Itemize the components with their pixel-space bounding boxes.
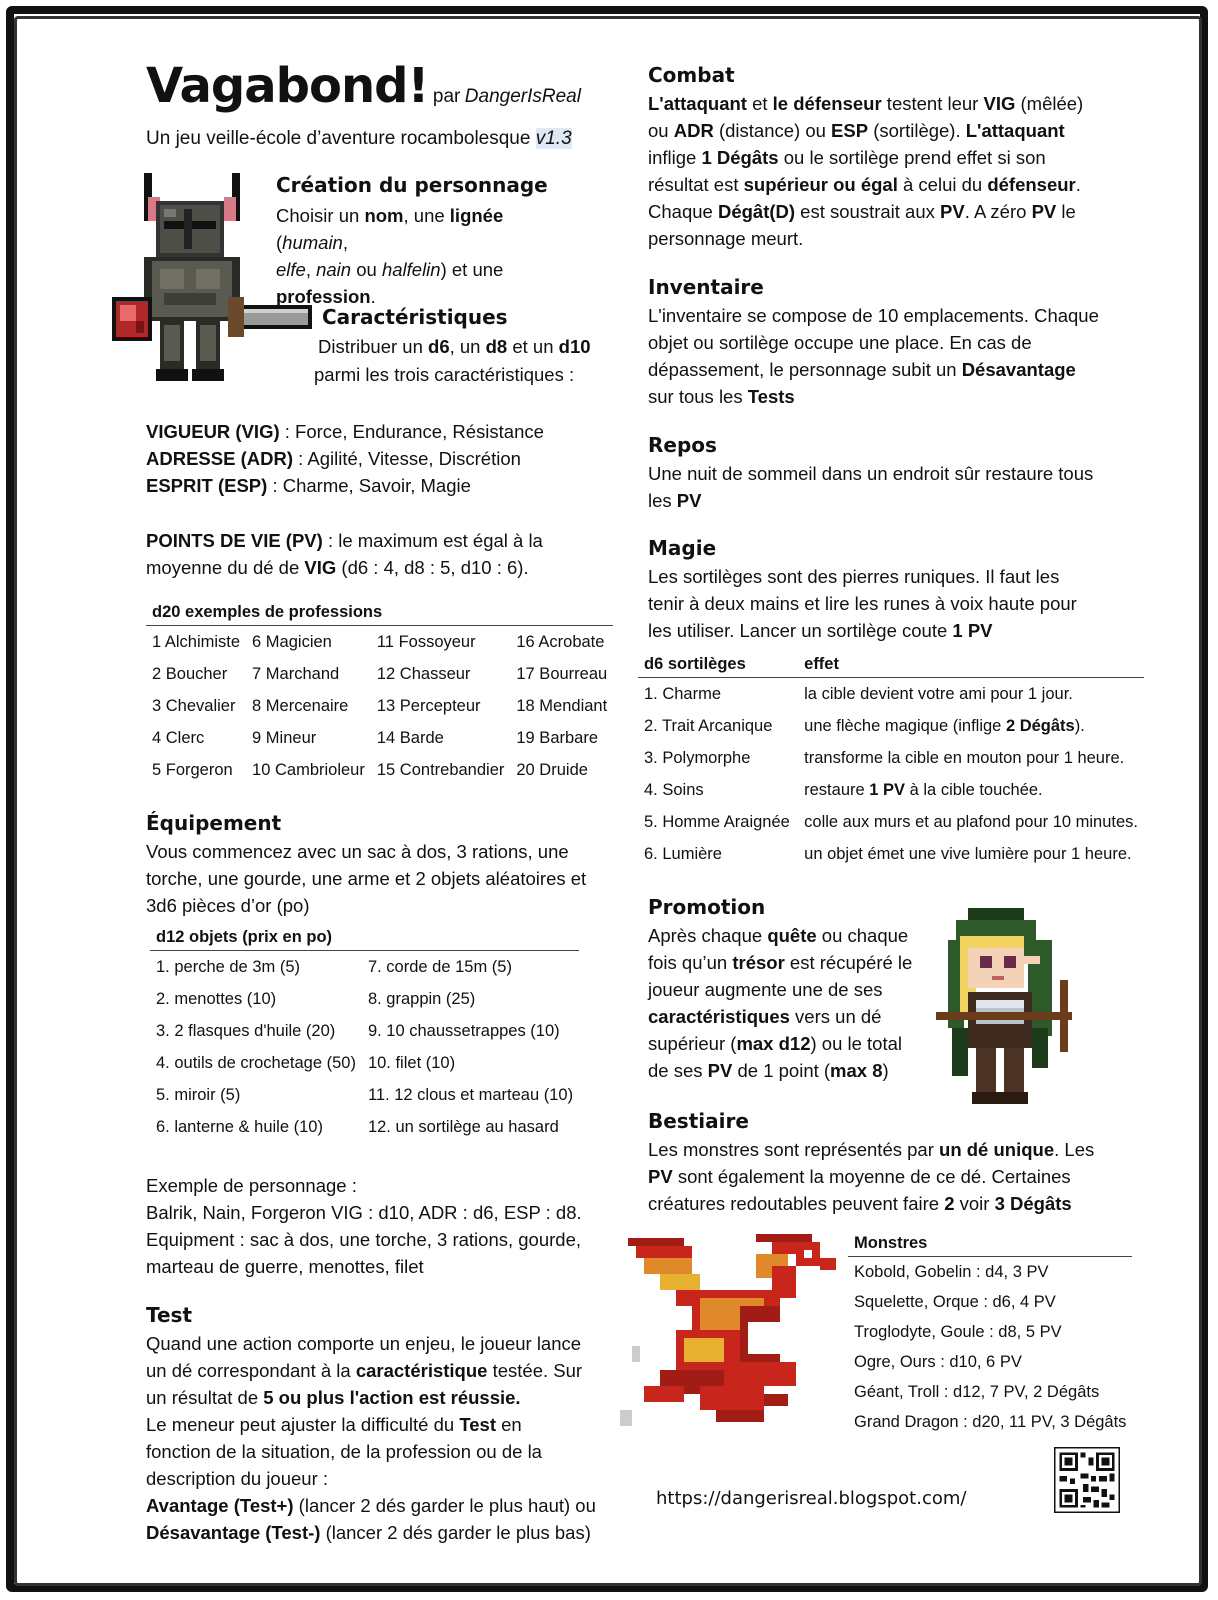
combat-l1c: le défenseur xyxy=(772,93,882,114)
spell-effect-a: restaure xyxy=(804,780,870,799)
repos-heading: Repos xyxy=(648,433,717,457)
spell-name: 2. Trait Arcanique xyxy=(644,716,773,735)
promotion-l1 xyxy=(648,922,912,949)
promotion-l5b: max d12 xyxy=(736,1033,811,1054)
stat-adr xyxy=(146,445,544,472)
combat-l3 xyxy=(648,144,1083,171)
equipement-heading: Équipement xyxy=(146,811,282,835)
spell-name: 1. Charme xyxy=(644,684,722,703)
repos-l1: Une nuit de sommeil dans un endroit sûr restaure tous xyxy=(648,463,1094,484)
equipement-text xyxy=(146,838,586,919)
pv-t3: (d6 : 4, d8 : 5, d10 : 6). xyxy=(336,557,529,578)
creation-t4: , xyxy=(342,232,348,253)
test-l4 xyxy=(146,1411,596,1438)
combat-l2e: (sortilège). xyxy=(868,120,966,141)
creation-b2: lignée xyxy=(449,205,504,226)
table-row xyxy=(638,710,1144,742)
table-cell: 9. 10 chaussetrappes (10) xyxy=(367,1021,560,1040)
inventaire-text xyxy=(648,302,1099,410)
spell-name: 6. Lumière xyxy=(644,844,722,863)
pv-b1: POINTS DE VIE (PV) xyxy=(146,530,323,551)
repos-l2a: les xyxy=(648,490,677,511)
magie-text xyxy=(648,563,1077,644)
table-cell: 7 Marchand xyxy=(252,664,340,683)
magie-l3b: 1 PV xyxy=(952,620,993,641)
test-l3b: 5 ou plus l'action est réussie. xyxy=(263,1387,521,1408)
table-row xyxy=(150,1079,579,1111)
pv-text xyxy=(146,527,543,581)
combat-l2d: ESP xyxy=(831,120,869,141)
inventaire-l4b: Tests xyxy=(747,386,795,407)
table-row xyxy=(146,754,613,786)
table-cell: 1. perche de 3m (5) xyxy=(156,957,300,976)
creation-t6: ou xyxy=(351,259,382,280)
table-cell: Kobold, Gobelin : d4, 3 PV xyxy=(854,1262,1049,1281)
qr-code-icon xyxy=(1054,1447,1120,1513)
table-row xyxy=(150,1111,579,1143)
caract-t2: , un xyxy=(449,336,486,357)
combat-l3b: 1 Dégâts xyxy=(701,147,779,168)
pv-line-1 xyxy=(146,527,543,554)
combat-l1e: VIG xyxy=(983,93,1016,114)
test-l2a: un dé correspondant à la xyxy=(146,1360,356,1381)
test-l5: fonction de la situation, de la profession ou de la xyxy=(146,1441,542,1462)
table-cell: 5 Forgeron xyxy=(152,760,233,779)
creation-b3: profession xyxy=(276,286,371,307)
promotion-l1a: Après chaque xyxy=(648,925,768,946)
table-cell: 20 Druide xyxy=(516,760,588,779)
table-cell: 15 Contrebandier xyxy=(376,760,505,779)
inventaire-l3b: Désavantage xyxy=(961,359,1076,380)
combat-heading: Combat xyxy=(648,63,735,87)
spell-effect-c: à la cible touchée. xyxy=(905,780,1043,799)
stat-adr-name: ADRESSE (ADR) xyxy=(146,448,293,469)
spell-effect-a: un objet émet une vive lumière pour 1 heure. xyxy=(804,844,1132,863)
table-cell: 2. menottes (10) xyxy=(156,989,277,1008)
promotion-l3: joueur augmente une de ses xyxy=(648,979,883,1000)
creation-b1: nom xyxy=(364,205,404,226)
objets-header: d12 objets (prix en po) xyxy=(150,924,579,951)
combat-l3a: inflige xyxy=(648,147,702,168)
test-l6: description du joueur : xyxy=(146,1468,329,1489)
objets-table xyxy=(150,924,579,1143)
promotion-l1c: ou chaque xyxy=(816,925,909,946)
promotion-l1b: quête xyxy=(767,925,817,946)
table-row xyxy=(146,626,613,659)
combat-l4c: à celui du xyxy=(897,174,988,195)
caract-t1: Distribuer un xyxy=(318,336,429,357)
equipement-line: Vous commencez avec un sac à dos, 3 rations, une xyxy=(146,841,569,862)
table-cell: 17 Bourreau xyxy=(516,664,608,683)
test-l3a: un résultat de xyxy=(146,1387,264,1408)
caract-t3: et un xyxy=(507,336,559,357)
test-l4b: Test xyxy=(459,1414,496,1435)
repos-l2b: PV xyxy=(676,490,702,511)
table-cell: 6. lanterne & huile (10) xyxy=(156,1117,323,1136)
combat-l5 xyxy=(648,198,1083,225)
repos-l2 xyxy=(648,487,1093,514)
stat-adr-desc: : Agilité, Vitesse, Discrétion xyxy=(292,448,521,469)
table-row xyxy=(150,983,579,1015)
table-cell: 7. corde de 15m (5) xyxy=(367,957,512,976)
bestiaire-l2 xyxy=(648,1163,1094,1190)
table-row xyxy=(146,722,613,754)
subtitle-text: Un jeu veille-école d’aventure rocambolesque xyxy=(146,128,531,149)
table-row xyxy=(638,838,1144,870)
bestiaire-l1b: un dé unique xyxy=(939,1139,1055,1160)
table-row xyxy=(146,690,613,722)
combat-l1b: et xyxy=(746,93,773,114)
spell-effect-b: 2 Dégâts xyxy=(1005,716,1075,735)
table-cell: 3. 2 flasques d'huile (20) xyxy=(156,1021,336,1040)
caract-b2: d8 xyxy=(485,336,508,357)
table-cell: 2 Boucher xyxy=(152,664,228,683)
promotion-l2c: est récupéré le xyxy=(784,952,913,973)
test-l7b: (lancer 2 dés garder le plus haut) ou xyxy=(293,1495,596,1516)
inventaire-l3 xyxy=(648,356,1099,383)
combat-l5e: . A zéro xyxy=(964,201,1032,222)
table-cell: 12. un sortilège au hasard xyxy=(367,1117,559,1136)
promotion-l6a: de ses xyxy=(648,1060,708,1081)
combat-l4b: supérieur ou égal xyxy=(743,174,898,195)
combat-l1a: L'attaquant xyxy=(648,93,747,114)
spell-effect xyxy=(798,742,1144,774)
bestiaire-l3c: voir xyxy=(954,1193,995,1214)
table-cell: Géant, Troll : d12, 7 PV, 2 Dégâts xyxy=(854,1382,1100,1401)
combat-l2c: (distance) ou xyxy=(713,120,832,141)
table-cell: Grand Dragon : d20, 11 PV, 3 Dégâts xyxy=(854,1412,1127,1431)
spell-effect-a: la cible devient votre ami pour 1 jour. xyxy=(804,684,1073,703)
combat-l6: personnage meurt. xyxy=(648,228,804,249)
sortileges-header-1: d6 sortilèges xyxy=(638,651,798,678)
creation-t5: , xyxy=(305,259,317,280)
creation-t7: ) et une xyxy=(440,259,504,280)
spell-effect-c: ). xyxy=(1074,716,1085,735)
red-dragon-sprite-icon xyxy=(620,1234,844,1434)
stat-vig xyxy=(146,418,544,445)
promotion-l6b: PV xyxy=(707,1060,733,1081)
table-cell: 6 Magicien xyxy=(252,632,332,651)
spell-effect-a: colle aux murs et au plafond pour 10 minutes. xyxy=(804,812,1138,831)
test-l2 xyxy=(146,1357,596,1384)
bestiaire-l1a: Les monstres sont représentés par xyxy=(648,1139,940,1160)
stat-esp-desc: : Charme, Savoir, Magie xyxy=(267,475,471,496)
combat-l3c: ou le sortilège prend effet si son xyxy=(778,147,1046,168)
table-cell: Squelette, Orque : d6, 4 PV xyxy=(854,1292,1056,1311)
table-cell: 13 Percepteur xyxy=(376,696,481,715)
author-prefix: par xyxy=(432,86,461,107)
author-name: DangerIsReal xyxy=(464,86,581,107)
table-row xyxy=(150,1015,579,1047)
magie-heading: Magie xyxy=(648,536,717,560)
page-title: Vagabond! xyxy=(146,58,429,114)
caract-heading: Caractéristiques xyxy=(322,305,508,329)
professions-table xyxy=(146,599,613,786)
test-l7 xyxy=(146,1492,596,1519)
spell-effect xyxy=(798,838,1144,870)
sortileges-table xyxy=(638,651,1144,870)
combat-text xyxy=(648,90,1083,252)
spell-effect xyxy=(798,710,1144,742)
inventaire-l4 xyxy=(648,383,1099,410)
elf-archer-sprite-icon xyxy=(920,908,1080,1108)
test-l4a: Le meneur peut ajuster la difficulté du xyxy=(146,1414,460,1435)
test-l4c: en xyxy=(496,1414,522,1435)
table-row xyxy=(638,806,1144,838)
combat-l5c: est soustrait aux xyxy=(795,201,941,222)
table-cell: 5. miroir (5) xyxy=(156,1085,241,1104)
stat-esp xyxy=(146,472,544,499)
bestiaire-heading: Bestiaire xyxy=(648,1109,749,1133)
caract-text-1 xyxy=(318,333,591,360)
table-cell: 10. filet (10) xyxy=(367,1053,456,1072)
table-cell: 12 Chasseur xyxy=(376,664,471,683)
combat-l1 xyxy=(648,90,1083,117)
magie-l3a: les utiliser. Lancer un sortilège coute xyxy=(648,620,953,641)
objets-header-row xyxy=(150,924,579,951)
pv-t2: moyenne du dé de xyxy=(146,557,305,578)
bestiaire-l1 xyxy=(648,1136,1094,1163)
inventaire-l2: objet ou sortilège occupe une place. En cas de xyxy=(648,332,1032,353)
combat-l5d: PV xyxy=(940,201,965,222)
table-row xyxy=(146,658,613,690)
monstres-header: Monstres xyxy=(848,1230,1132,1257)
creation-i1: humain xyxy=(282,232,343,253)
subtitle xyxy=(146,125,572,152)
combat-l5a: Chaque xyxy=(648,201,718,222)
table-cell: 4. outils de crochetage (50) xyxy=(156,1053,356,1072)
combat-l5f: PV xyxy=(1031,201,1057,222)
combat-l4d: défenseur xyxy=(987,174,1076,195)
promotion-l4b: vers un dé xyxy=(789,1006,882,1027)
exemple-text xyxy=(146,1172,582,1280)
bestiaire-l3a: créatures redoutables peuvent faire xyxy=(648,1193,945,1214)
test-l8 xyxy=(146,1519,596,1546)
test-l7a: Avantage (Test+) xyxy=(146,1495,294,1516)
table-row xyxy=(848,1287,1132,1317)
creation-t3: ( xyxy=(276,232,283,253)
table-cell: 19 Barbare xyxy=(516,728,599,747)
spell-effect xyxy=(798,678,1144,711)
table-cell: 11 Fossoyeur xyxy=(376,632,476,651)
table-row xyxy=(638,774,1144,806)
spell-name: 3. Polymorphe xyxy=(644,748,751,767)
table-cell: Troglodyte, Goule : d8, 5 PV xyxy=(854,1322,1062,1341)
pv-line-2 xyxy=(146,554,543,581)
stat-esp-name: ESPRIT (ESP) xyxy=(146,475,268,496)
promotion-text xyxy=(648,922,912,1084)
spell-effect-a: une flèche magique (inflige xyxy=(804,716,1006,735)
promotion-l2a: fois qu’un xyxy=(648,952,733,973)
pv-b2: VIG xyxy=(304,557,337,578)
spell-effect-b: 1 PV xyxy=(869,780,906,799)
magie-l1: Les sortilèges sont des pierres runiques. Il faut les xyxy=(648,566,1060,587)
test-l8b: (lancer 2 dés garder le plus bas) xyxy=(320,1522,591,1543)
inventaire-l3a: dépassement, le personnage subit un xyxy=(648,359,962,380)
table-row xyxy=(848,1377,1132,1407)
table-row xyxy=(848,1317,1132,1347)
table-cell: 14 Barde xyxy=(376,728,444,747)
test-l8a: Désavantage (Test-) xyxy=(146,1522,321,1543)
spell-effect xyxy=(798,774,1144,806)
combat-l5g: le xyxy=(1056,201,1076,222)
creation-i2: elfe xyxy=(276,259,306,280)
test-l1: Quand une action comporte un enjeu, le joueur lance xyxy=(146,1333,582,1354)
creation-i4: halfelin xyxy=(381,259,441,280)
table-row xyxy=(848,1257,1132,1288)
test-l2b: caractéristique xyxy=(355,1360,488,1381)
equipement-line: 3d6 pièces d’or (po) xyxy=(146,895,310,916)
creation-t2: , une xyxy=(403,205,450,226)
test-l3 xyxy=(146,1384,596,1411)
promotion-l6d: max 8 xyxy=(830,1060,883,1081)
exemple-line: Equipment : sac à dos, une torche, 3 rations, gourde, xyxy=(146,1229,582,1250)
table-cell: 1 Alchimiste xyxy=(152,632,241,651)
table-cell: 16 Acrobate xyxy=(516,632,605,651)
table-cell: 18 Mendiant xyxy=(516,696,608,715)
caract-b3: d10 xyxy=(558,336,591,357)
bestiaire-l2b: sont également la moyenne de ce dé. Certaines xyxy=(672,1166,1071,1187)
table-cell: 10 Cambrioleur xyxy=(252,760,365,779)
spell-name: 4. Soins xyxy=(644,780,704,799)
spell-effect-a: transforme la cible en mouton pour 1 heure. xyxy=(804,748,1125,767)
table-row xyxy=(638,678,1144,711)
exemple-line: marteau de guerre, menottes, filet xyxy=(146,1256,424,1277)
promotion-l6c: de 1 point ( xyxy=(732,1060,831,1081)
sortileges-header-2: effet xyxy=(798,651,1144,678)
table-row xyxy=(848,1347,1132,1377)
promotion-l6 xyxy=(648,1057,912,1084)
magie-l3 xyxy=(648,617,1077,644)
promotion-l4a: caractéristiques xyxy=(648,1006,790,1027)
promotion-l5a: supérieur ( xyxy=(648,1033,737,1054)
bestiaire-l2a: PV xyxy=(648,1166,673,1187)
combat-l5b: Dégât(D) xyxy=(717,201,796,222)
table-cell: 9 Mineur xyxy=(252,728,317,747)
promotion-l2b: trésor xyxy=(732,952,785,973)
creation-i3: nain xyxy=(316,259,352,280)
equipement-line: torche, une gourde, une arme et 2 objets aléatoires et xyxy=(146,868,587,889)
combat-l4e: . xyxy=(1075,174,1081,195)
promotion-l6e: ) xyxy=(882,1060,889,1081)
creation-text xyxy=(276,202,576,310)
table-row xyxy=(150,951,579,984)
bestiaire-l3 xyxy=(648,1190,1094,1217)
promotion-l4 xyxy=(648,1003,912,1030)
combat-l2b: ADR xyxy=(673,120,714,141)
monstres-header-row xyxy=(848,1230,1132,1257)
combat-l4a: résultat est xyxy=(648,174,744,195)
creation-heading: Création du personnage xyxy=(276,173,548,197)
table-row xyxy=(150,1047,579,1079)
blog-url: https://dangerisreal.blogspot.com/ xyxy=(656,1488,967,1509)
promotion-heading: Promotion xyxy=(648,895,766,919)
promotion-l5 xyxy=(648,1030,912,1057)
spell-name: 5. Homme Araignée xyxy=(644,812,790,831)
sortileges-header-row xyxy=(638,651,1144,678)
bestiaire-l3b: 2 xyxy=(944,1193,955,1214)
stats-list xyxy=(146,418,544,499)
professions-header: d20 exemples de professions xyxy=(146,599,613,626)
bestiaire-l3d: 3 Dégâts xyxy=(994,1193,1072,1214)
promotion-l2 xyxy=(648,949,912,976)
inventaire-l1: L'inventaire se compose de 10 emplacements. Chaque xyxy=(648,305,1099,326)
stat-vig-desc: : Force, Endurance, Résistance xyxy=(279,421,544,442)
pv-t1: : le maximum est égal à la xyxy=(322,530,543,551)
test-text xyxy=(146,1330,596,1546)
bestiaire-l1c: . Les xyxy=(1054,1139,1095,1160)
test-heading: Test xyxy=(146,1303,193,1327)
repos-text xyxy=(648,460,1093,514)
title-block xyxy=(146,58,581,114)
combat-l2f: L'attaquant xyxy=(965,120,1065,141)
combat-l4 xyxy=(648,171,1083,198)
magie-l2: tenir à deux mains et lire les runes à voix haute pour xyxy=(648,593,1077,614)
combat-l1f: (mêlée) xyxy=(1015,93,1084,114)
table-row xyxy=(638,742,1144,774)
combat-l1d: testent leur xyxy=(881,93,984,114)
exemple-line: Balrik, Nain, Forgeron VIG : d10, ADR : d6, ESP : d8. xyxy=(146,1202,582,1223)
combat-l2 xyxy=(648,117,1083,144)
monstres-table xyxy=(848,1230,1132,1437)
creation-t1: Choisir un xyxy=(276,205,365,226)
spell-effect xyxy=(798,806,1144,838)
caract-t4: parmi les trois caractéristiques : xyxy=(314,364,575,385)
version: v1.3 xyxy=(535,128,572,149)
professions-header-row xyxy=(146,599,613,626)
table-cell: 4 Clerc xyxy=(152,728,205,747)
exemple-line: Exemple de personnage : xyxy=(146,1175,357,1196)
promotion-l5c: ) ou le total xyxy=(810,1033,903,1054)
creation-t8: . xyxy=(370,286,376,307)
table-row xyxy=(848,1407,1132,1437)
table-cell: 8. grappin (25) xyxy=(367,989,476,1008)
combat-l2a: ou xyxy=(648,120,674,141)
stat-vig-name: VIGUEUR (VIG) xyxy=(146,421,280,442)
table-cell: 8 Mercenaire xyxy=(252,696,349,715)
bestiaire-text xyxy=(648,1136,1094,1217)
table-cell: Ogre, Ours : d10, 6 PV xyxy=(854,1352,1022,1371)
test-l2c: testée. Sur xyxy=(487,1360,583,1381)
caract-b1: d6 xyxy=(428,336,450,357)
table-cell: 3 Chevalier xyxy=(152,696,236,715)
inventaire-l4a: sur tous les xyxy=(648,386,748,407)
table-cell: 11. 12 clous et marteau (10) xyxy=(367,1085,574,1104)
inventaire-heading: Inventaire xyxy=(648,275,764,299)
